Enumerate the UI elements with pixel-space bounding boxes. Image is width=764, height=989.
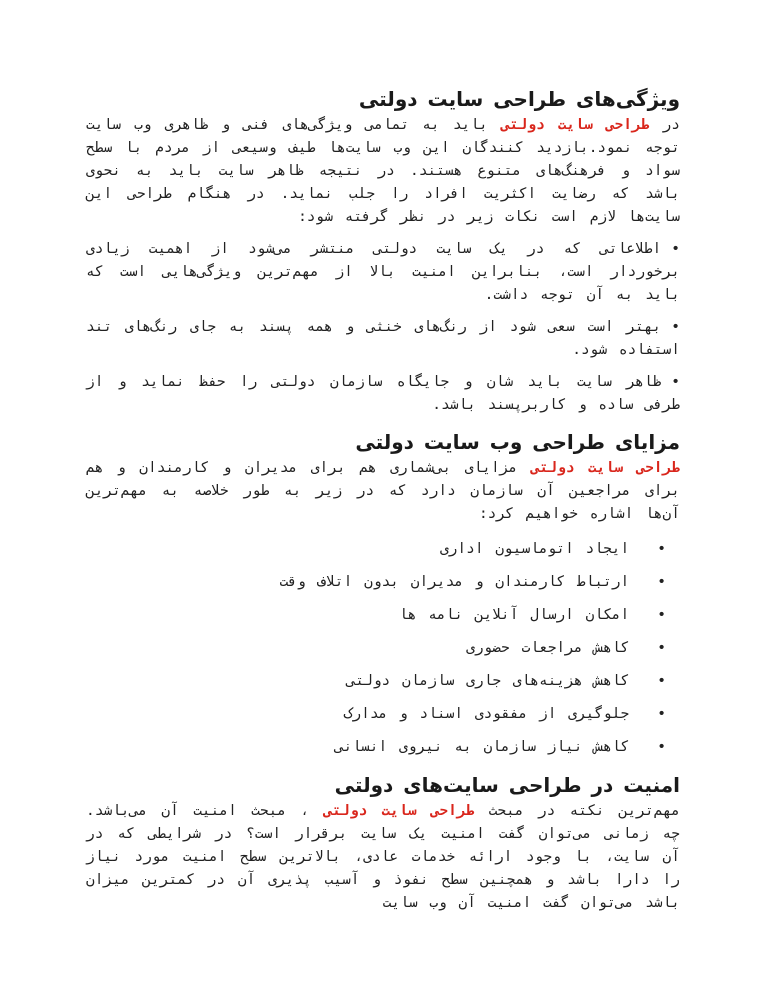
section3-intro-post: ، مبحث امنیت آن می‌باشد. چه زمانی می‌توان گفت امنیت یک سایت برقرار است؟ در شرایطی که در آن سایت، با وجود ارائه خدمات عادی، بالاترین سطح امنیت مورد نیاز را دارا باشد و همچنین سطح نفوذ و آسیب پذیری آن در کمترین میزان باشد می‌توان گفت امنیت آن وب سایت <box>86 803 680 911</box>
list-item-text: امکان ارسال آنلاین نامه ها <box>399 607 630 623</box>
list-item-text: ارتباط کارمندان و مدیران بدون اتلاف وقت <box>279 574 630 590</box>
bullet-dot-icon: • <box>671 374 680 390</box>
section1-bullet-2 <box>86 316 680 362</box>
list-item-text: جلوگیری از مفقودی اسناد و مدارک <box>343 706 630 722</box>
document-page <box>86 84 680 915</box>
section1-keyword-link[interactable]: طراحی سایت دولتی <box>500 117 650 133</box>
list-item-text: کاهش هزینه‌های جاری سازمان دولتی <box>346 673 630 689</box>
list-item <box>86 599 680 632</box>
section2-keyword-link[interactable]: طراحی سایت دولتی <box>530 460 680 476</box>
section2-intro-post: مزایای بی‌شماری هم برای مدیران و کارمندان و هم برای مراجعین آن سازمان دارد که در زیر به طور خلاصه به مهم‌ترین آن‌ها اشاره خواهیم کرد: <box>86 460 680 522</box>
benefits-list <box>86 533 680 764</box>
bullet-dot-icon: • <box>657 541 666 557</box>
bullet-dot-icon: • <box>671 241 680 257</box>
section1-intro <box>86 114 680 229</box>
section3-intro-pre: مهم‌ترین نکته در مبحث <box>474 803 681 819</box>
list-item <box>86 698 680 731</box>
section3-keyword-link[interactable]: طراحی سایت دولتی <box>323 803 475 819</box>
section1-intro-post: باید به تمامی ویژگی‌های فنی و ظاهری وب سایت توجه نمود.بازدید کنندگان این وب سایت‌ها طیف وسیعی از مردم با سطح سواد و فرهنگ‌های متنوع هستند. در نتیجه ظاهر سایت باید به نحوی باشد که رضایت اکثریت افراد را جلب نماید. در هنگام طراحی این سایت‌ها لازم است نکات زیر در نظر گرفته شود: <box>86 117 680 225</box>
section1-bullet-3 <box>86 371 680 417</box>
list-item-text: ایجاد اتوماسیون اداری <box>439 541 630 557</box>
bullet-dot-icon: • <box>657 607 666 623</box>
bullet-dot-icon: • <box>657 706 666 722</box>
list-item <box>86 566 680 599</box>
bullet-text: اطلاعاتی که در یک سایت دولتی منتشر می‌شود از اهمیت زیادی برخوردار است، بنابراین امنیت بالا از مهم‌ترین ویژگی‌هایی است که باید به آن توجه داشت. <box>86 241 680 303</box>
list-item <box>86 533 680 566</box>
bullet-dot-icon: • <box>657 574 666 590</box>
bullet-dot-icon: • <box>657 673 666 689</box>
bullet-dot-icon: • <box>671 319 680 335</box>
list-item-text: کاهش نیاز سازمان به نیروی انسانی <box>334 739 630 755</box>
list-item <box>86 731 680 764</box>
section2-intro <box>86 457 680 526</box>
list-item-text: کاهش مراجعات حضوری <box>466 640 630 656</box>
section1-intro-pre: در <box>649 117 680 133</box>
bullet-text: ظاهر سایت باید شان و جایگاه سازمان دولتی را حفظ نماید و از طرفی ساده و کاربرپسند باشد. <box>86 374 680 413</box>
section2-title: مزایای طراحی وب سایت دولتی <box>355 430 680 454</box>
section3-title: امنیت در طراحی سایت‌های دولتی <box>334 773 680 797</box>
list-item <box>86 665 680 698</box>
section1-title: ویژگی‌های طراحی سایت دولتی <box>358 87 680 111</box>
section3-intro <box>86 800 680 915</box>
bullet-dot-icon: • <box>657 739 666 755</box>
list-item <box>86 632 680 665</box>
bullet-text: بهتر است سعی شود از رنگ‌های خنثی و همه پسند به جای رنگ‌های تند استفاده شود. <box>86 319 680 358</box>
section1-bullet-1 <box>86 238 680 307</box>
bullet-dot-icon: • <box>657 640 666 656</box>
